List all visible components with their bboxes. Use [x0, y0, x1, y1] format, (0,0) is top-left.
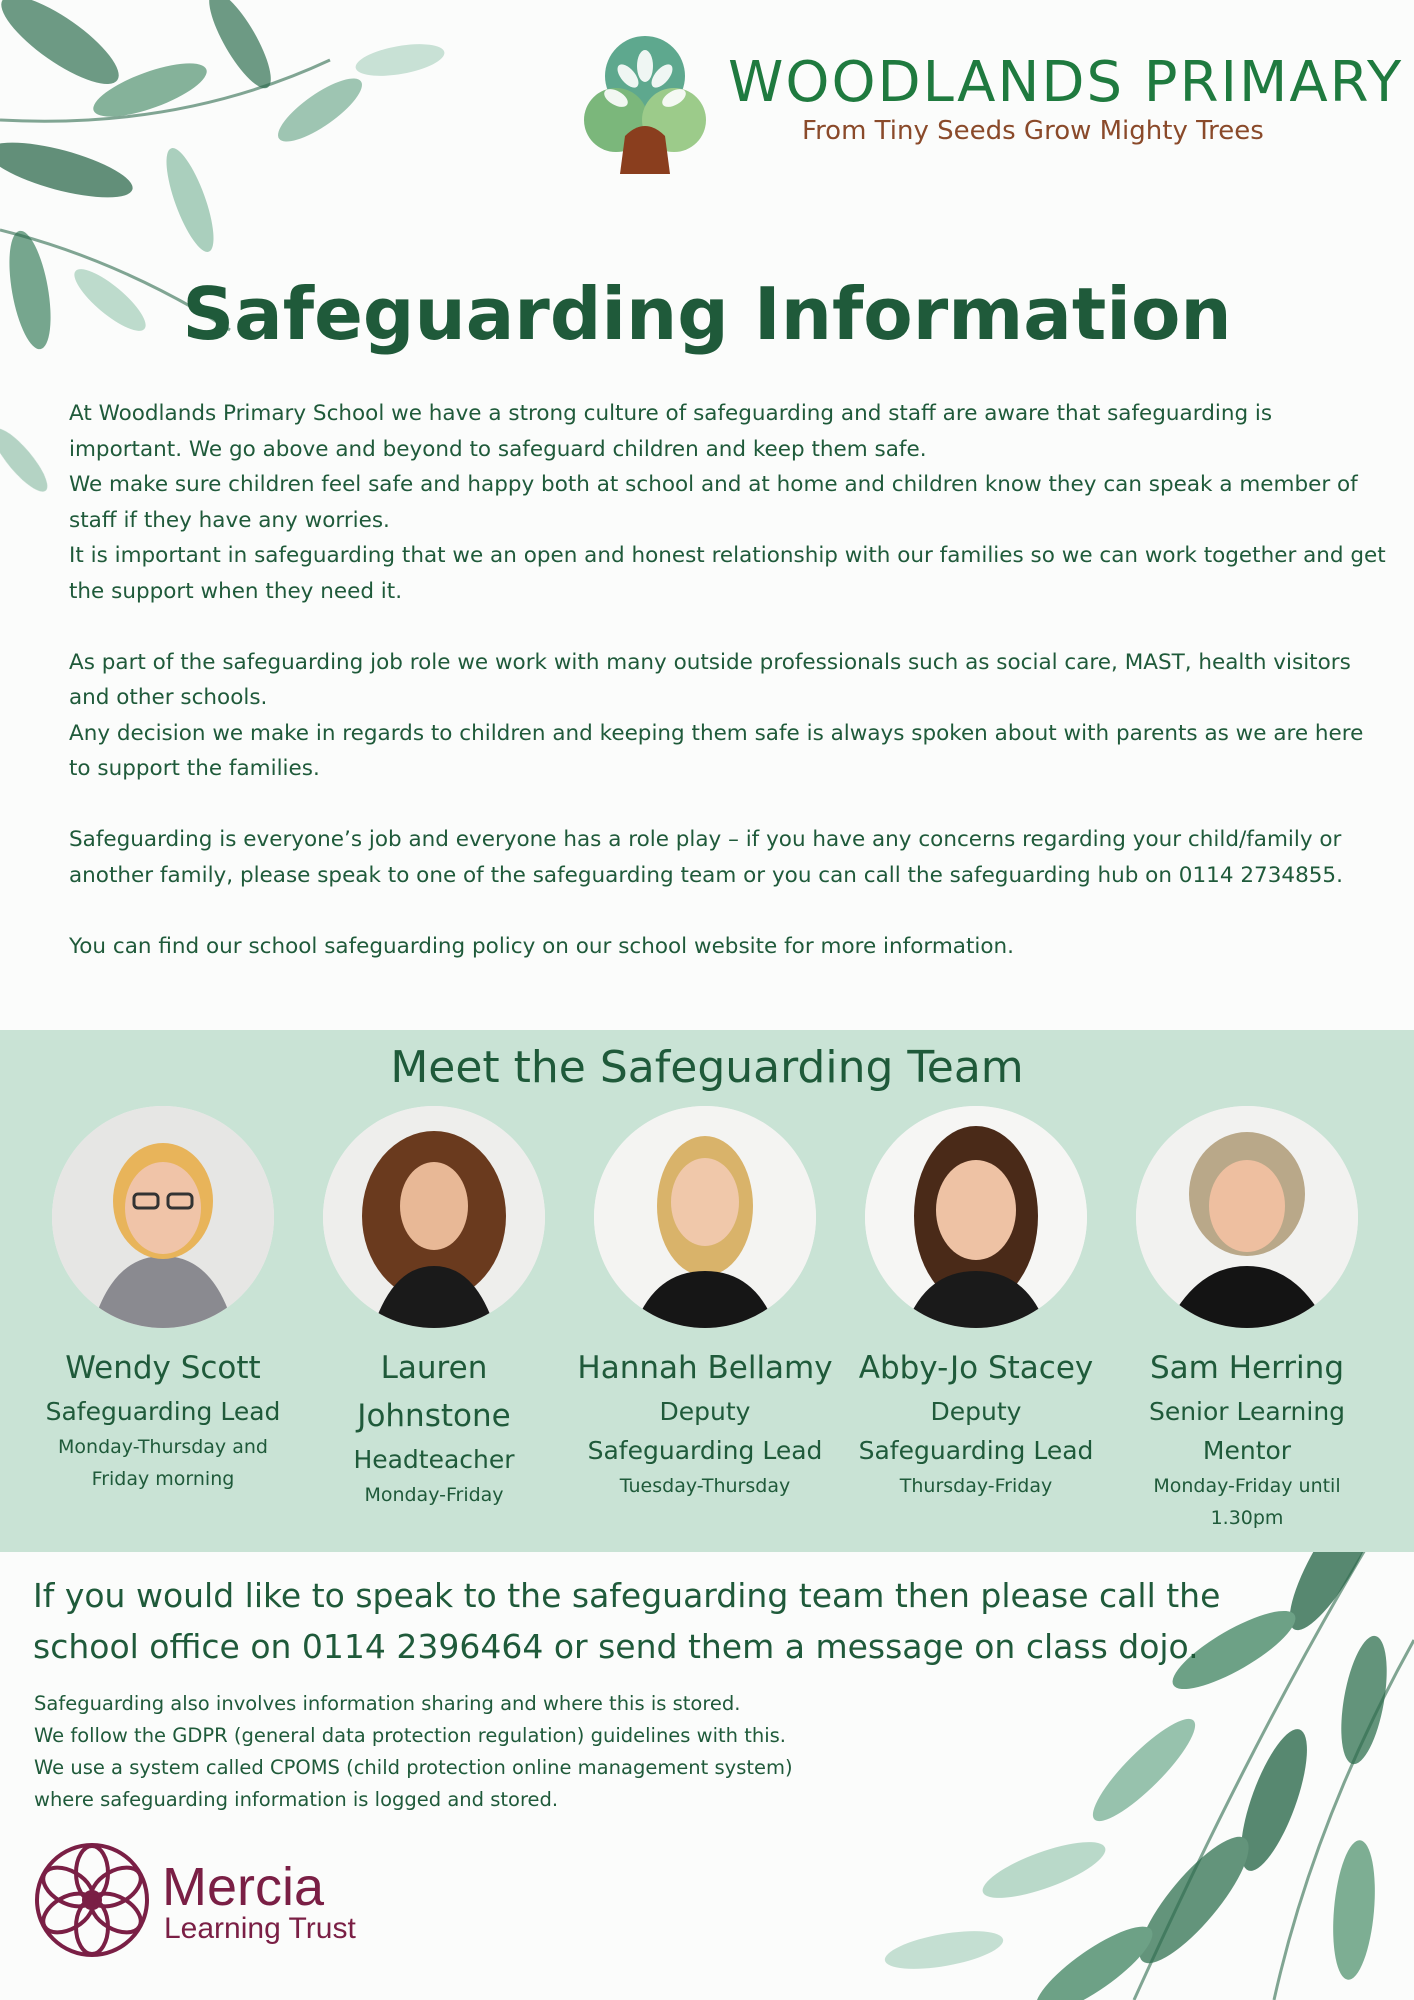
school-motto: From Tiny Seeds Grow Mighty Trees: [802, 116, 1264, 146]
team-section: [0, 1030, 1414, 1552]
member-days: Monday-Friday: [364, 1484, 504, 1506]
member-role: Senior Learning Mentor: [1148, 1397, 1346, 1465]
team-member-card: [299, 1106, 569, 1511]
team-member-card: [570, 1106, 840, 1502]
mercia-subtitle: Learning Trust: [164, 1912, 356, 1945]
flower-logo-icon: [32, 1840, 152, 1960]
school-logo: [580, 36, 1404, 176]
avatar: [1136, 1106, 1358, 1328]
member-name: Hannah Bellamy: [577, 1350, 833, 1386]
member-name: Sam Herring: [1150, 1350, 1344, 1386]
team-member-card: [841, 1106, 1111, 1502]
member-role: Deputy Safeguarding Lead: [587, 1397, 823, 1465]
contact-callout: If you would like to speak to the safeguarding team then please call the school office on 0114 2396464 or send them a message on class dojo.: [33, 1576, 1221, 1666]
avatar: [52, 1106, 274, 1328]
member-role: Headteacher: [353, 1445, 515, 1474]
member-name: Lauren Johnstone: [357, 1350, 511, 1434]
intro-paragraph: Safeguarding is everyone’s job and everyone has a role play – if you have any concerns regarding your child/family or another family, please speak to one of the safeguarding team or you can call the safeguarding hub on 0114 2734855.: [69, 827, 1343, 888]
member-name: Abby-Jo Stacey: [858, 1350, 1094, 1386]
team-member-card: [1112, 1106, 1382, 1534]
tree-logo-icon: [580, 36, 710, 174]
mercia-logo: [32, 1840, 372, 1960]
gdpr-line: Safeguarding also involves information sharing and where this is stored.: [34, 1692, 741, 1715]
team-title: Meet the Safeguarding Team: [390, 1042, 1024, 1093]
gdpr-line: We use a system called CPOMS (child protection online management system): [34, 1756, 793, 1779]
member-name: Wendy Scott: [65, 1350, 261, 1386]
gdpr-line: We follow the GDPR (general data protection regulation) guidelines with this.: [34, 1724, 787, 1747]
member-role: Safeguarding Lead: [45, 1397, 281, 1426]
intro-paragraph: At Woodlands Primary School we have a strong culture of safeguarding and staff are aware that safeguarding is important. We go above and beyond to safeguard children and keep them safe. We make sure children feel safe and happy both at school and at home and children know they can speak a member of staff if they have any worries. It is important in safeguarding that we an open and honest relationship with our families so we can work together and get the support when they need it.: [69, 401, 1386, 604]
avatar: [323, 1106, 545, 1328]
gdpr-line: where safeguarding information is logged and stored.: [34, 1788, 559, 1811]
member-days: Tuesday-Thursday: [619, 1475, 791, 1497]
mercia-name: Mercia: [162, 1857, 325, 1917]
team-member-card: [28, 1106, 298, 1495]
member-days: Monday-Friday until 1.30pm: [1153, 1475, 1341, 1529]
intro-text: [69, 396, 1389, 1000]
page-title: Safeguarding Information: [182, 272, 1232, 356]
avatar: [865, 1106, 1087, 1328]
gdpr-text: [34, 1688, 934, 1816]
avatar: [594, 1106, 816, 1328]
member-role: Deputy Safeguarding Lead: [858, 1397, 1094, 1465]
intro-paragraph: As part of the safeguarding job role we work with many outside professionals such as social care, MAST, health visitors and other schools. Any decision we make in regards to children and keeping them safe is always spoken about with parents as we are here to support the families.: [69, 649, 1364, 781]
school-name: WOODLANDS PRIMARY: [728, 50, 1404, 115]
member-days: Thursday-Friday: [899, 1475, 1053, 1497]
intro-paragraph: You can find our school safeguarding policy on our school website for more information.: [69, 933, 1014, 959]
member-days: Monday-Thursday and Friday morning: [58, 1436, 268, 1490]
